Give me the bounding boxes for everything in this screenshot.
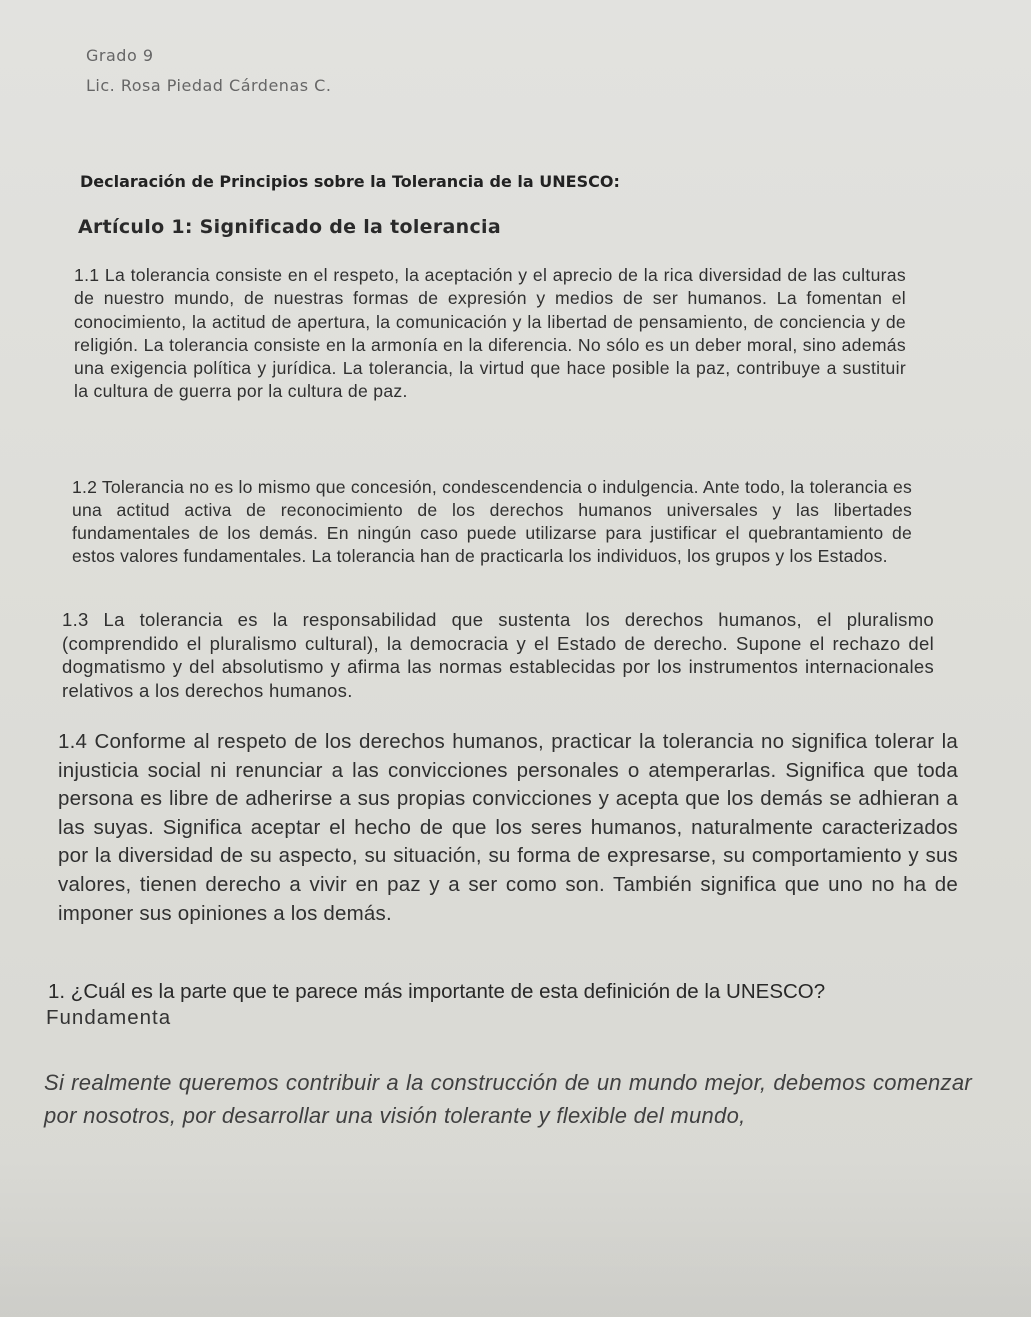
article-title: Artículo 1: Significado de la tolerancia [78, 216, 501, 238]
paragraph-1-2: 1.2 Tolerancia no es lo mismo que concesión, condescendencia o indulgencia. Ante todo, la tolerancia es una actitud activa de reconocimiento de los derechos humanos universales y las libertades fundamentales de los demás. En ningún caso puede utilizarse para justificar el quebrantamiento de estos valores fundamentales. La tolerancia han de practicarla los individuos, los grupos y los Estados. [72, 477, 912, 566]
answer-label: Fundamenta [46, 1006, 172, 1029]
closing-paragraph: Si realmente queremos contribuir a la construcción de un mundo mejor, debemos comenzar por nosotros, por desarrollar una visión tolerante y flexible del mundo, [44, 1070, 972, 1128]
paragraph-1-1: 1.1 La tolerancia consiste en el respeto, la aceptación y el aprecio de la rica diversidad de las culturas de nuestro mundo, de nuestras formas de expresión y medios de ser humanos. La fomentan el conocimiento, la actitud de apertura, la comunicación y la libertad de pensamiento, de conciencia y de religión. La tolerancia consiste en la armonía en la diferencia. No sólo es un deber moral, sino además una exigencia política y jurídica. La tolerancia, la virtud que hace posible la paz, contribuye a sustituir la cultura de guerra por la cultura de paz. [74, 265, 906, 402]
question-1: 1. ¿Cuál es la parte que te parece más importante de esta definición de la UNESCO? [48, 980, 826, 1003]
grade-label: Grado 9 [86, 46, 154, 65]
paragraph-1-3: 1.3 La tolerancia es la responsabilidad que sustenta los derechos humanos, el pluralismo (comprendido el pluralismo cultural), la democracia y el Estado de derecho. Supone el rechazo del dogmatismo y del absolutismo y afirma las normas establecidas por los instrumentos internacionales relativos a los derechos humanos. [62, 609, 934, 701]
paragraph-1-4: 1.4 Conforme al respeto de los derechos humanos, practicar la tolerancia no significa tolerar la injusticia social ni renunciar a las convicciones personales o atemperarlas. Significa que toda persona es libre de adherirse a sus propias convicciones y acepta que los demás se adhieran a las suyas. Significa aceptar el hecho de que los seres humanos, naturalmente caracterizados por la diversidad de su aspecto, su situación, su forma de expresarse, su comportamiento y sus valores, tienen derecho a vivir en paz y a ser como son. También significa que uno no ha de imponer sus opiniones a los demás. [58, 730, 958, 925]
page-shadow [0, 1157, 1031, 1317]
document-title: Declaración de Principios sobre la Tolerancia de la UNESCO: [80, 172, 620, 191]
teacher-name: Lic. Rosa Piedad Cárdenas C. [86, 76, 332, 95]
